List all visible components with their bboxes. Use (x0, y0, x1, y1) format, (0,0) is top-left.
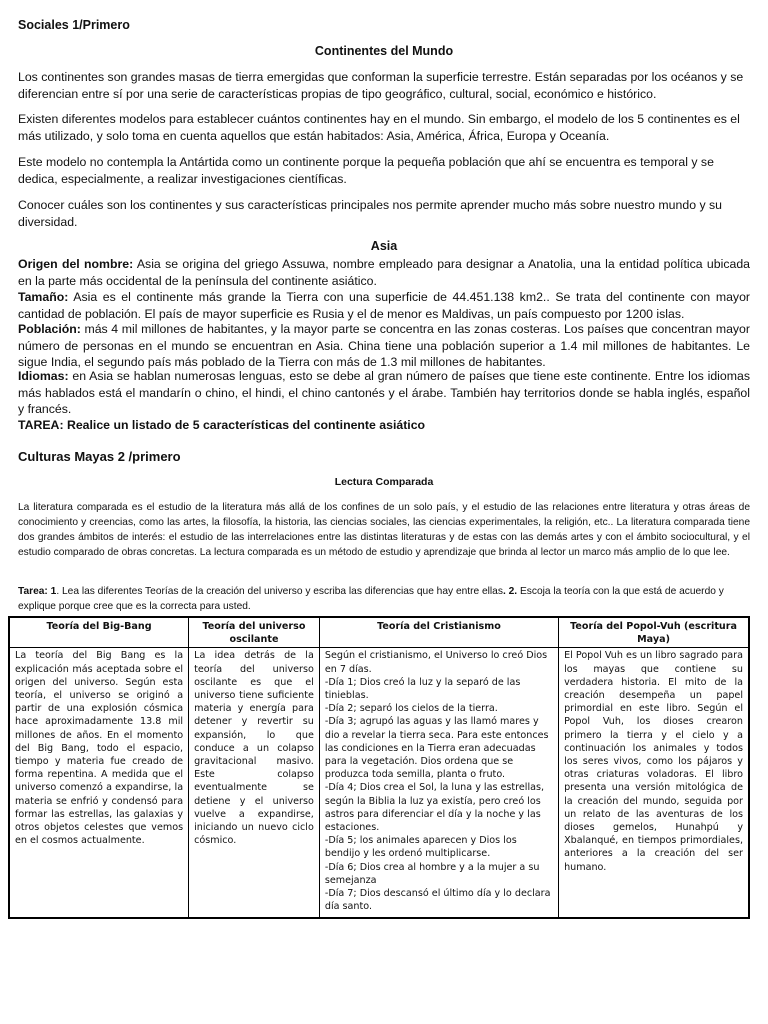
cristianismo-line: -Día 7; Dios descansó el último día y lo declara día santo. (324, 888, 551, 913)
section2-header: Culturas Mayas 2 /primero (18, 449, 181, 464)
tarea-text-1: . Lea las diferentes Teorías de la creación del universo y escriba las diferencias que hay entre ellas (56, 586, 503, 597)
cristianismo-line: -Día 1; Dios creó la luz y la separó de las tinieblas. (324, 676, 521, 702)
asia-poblacion (18, 321, 750, 371)
cell-oscilante: La idea detrás de la teoría del universo oscilante es que el universo tiene suficiente materia y energía para detener y revertir su expansión, lo que conduce a un colapso gravitacional masivo. Este colapso eventualmente se detiene y el universo vuelve a expandirse, iniciando un nuevo ciclo cósmico. (189, 648, 320, 919)
table-row (9, 648, 749, 919)
tarea-num-2: . 2. (502, 586, 518, 597)
paragraph-2: Existen diferentes modelos para establecer cuántos continentes hay en el mundo. Sin embargo, el modelo de los 5 continentes es el más utilizado, y solo toma en cuenta aquellos que están habitados: Asia, América, África, Europa y Oceanía. (18, 112, 740, 143)
poblacion-label: Población: (18, 322, 81, 336)
cell-big-bang: La teoría del Big Bang es la explicación más aceptada sobre el origen del universo. Según esta teoría, el universo se originó a partir de una explosión cósmica hace aproximadamente 13.8 mil millones de años. En el momento del Big Bang, todo el espacio, tiempo y materia fue creado de forma repentina. A medida que el universo comenzó a expandirse, la materia se enfrió y condensó para formar las estrellas, las galaxias y otros objetos celestes que vemos en el cosmos actualmente. (9, 648, 189, 919)
tamano-text: Asia es el continente más grande la Tierra con una superficie de 44.451.138 km2.. Se trata del continente con mayor cantidad de población. El país de mayor superficie es Rusia y el de menor es Maldivas, un país compuesto por 1200 islas. (18, 290, 750, 321)
section1-header: Sociales 1/Primero (18, 18, 130, 32)
cristianismo-line: -Día 4; Dios crea el Sol, la luna y las estrellas, según la Biblia la luz ya existía, pero creó los astros para diferenciar el día y la noche y las estaciones. (324, 782, 545, 834)
idiomas-label: Idiomas: (18, 369, 69, 383)
table-header-row (9, 617, 749, 648)
cell-popol-vuh: El Popol Vuh es un libro sagrado para los mayas que contiene su verdadera historia. El mito de la creación desempeña un papel primordial en este libro. Según el Popol Vuh, los dioses crearon primero la tierra y el cielo y a continuación los animales y todos los seres vivos, como los pájaros y otras criaturas voladoras. El libro presenta una versión mitológica de la creación del mundo, seguida por un relato de las aventuras de los dioses gemelos, Hunahpú y Xbalanqué, en tiempos primordiales, anteriores a la creación del ser humano. (559, 648, 749, 919)
tamano-label: Tamaño: (18, 290, 69, 304)
cristianismo-line: -Día 2; separó los cielos de la tierra. (324, 703, 498, 715)
asia-title: Asia (370, 239, 398, 253)
cristianismo-line: -Día 6; Dios crea al hombre y a la mujer a su semejanza (324, 861, 540, 886)
origen-label: Origen del nombre: (18, 257, 134, 271)
header-oscilante: Teoría del universo oscilante (189, 617, 320, 648)
cristianismo-line: -Día 5; los animales aparecen y Dios los bendijo y les ordenó multiplicarse. (324, 835, 517, 860)
cristianismo-line: -Día 3; agrupó las aguas y las llamó mares y dio a revelar la tierra seca. Para este entonces las condiciones en la Tierra eran adecuadas para la vegetación. Dios ordena que se produzca toda semilla, planta o fruto. (324, 716, 549, 781)
theories-table (8, 616, 750, 919)
header-popol-vuh: Teoría del Popol-Vuh (escritura Maya) (559, 617, 749, 648)
cell-cristianismo (319, 648, 558, 919)
section1-title: Continentes del Mundo (314, 44, 454, 58)
paragraph-3: Este modelo no contempla la Antártida como un continente porque la pequeña población que ahí se encuentra es temporal y se dedica, especialmente, a realizar investigaciones científicas. (18, 155, 714, 186)
cristianismo-line: Según el cristianismo, el Universo lo creó Dios en 7 días. (324, 650, 548, 675)
lectura-tarea (18, 584, 750, 614)
tarea-label: Tarea: 1 (18, 586, 57, 597)
header-big-bang: Teoría del Big-Bang (9, 617, 189, 648)
idiomas-text: en Asia se hablan numerosas lenguas, esto se debe al gran número de países que tiene este continente. Entre los idiomas más hablados está el mandarín o chino, el hindi, el chino cantonés y el árabe. También hay territorios donde se habla inglés, español y francés. (18, 369, 750, 416)
asia-tamano (18, 289, 750, 322)
header-cristianismo: Teoría del Cristianismo (319, 617, 558, 648)
lectura-intro: La literatura comparada es el estudio de la literatura más allá de los confines de un solo país, y el estudio de las relaciones entre literatura y otras áreas de conocimiento y creencias, como las artes, la filosofía, la historia, las ciencias sociales, las ciencias experimentales, la religión, etc.. La literatura comparada tiene dos grandes ámbitos de interés: el estudio de las interrelaciones entre las distintas literaturas y de estas con las demás artes y con el ámbito sociocultural, y el estudio comparado de obras concretas. La lectura comparada es un método de estudio y aprendizaje que brinda al lector un marco más amplio de lo que lee. (18, 502, 750, 558)
paragraph-4: Conocer cuáles son los continentes y sus características principales nos permite aprender mucho más sobre nuestro mundo y su diversidad. (18, 198, 723, 229)
asia-idiomas (18, 368, 750, 418)
origen-text: Asia se origina del griego Assuwa, nombre empleado para designar a Anatolia, una la entidad política ubicada en la parte más occidental de la península del continente asiático. (18, 257, 750, 288)
asia-tarea: TAREA: Realice un listado de 5 características del continente asiático (18, 418, 426, 432)
poblacion-text: más 4 mil millones de habitantes, y la mayor parte se concentra en las zonas costeras. Los países que concentran mayor número de personas en el mundo se encuentran en Asia. China tiene una población superior a 1.4 mil millones de habitantes. Le sigue India, el segundo país más poblado de la Tierra con más de 1.3 mil millones de habitantes. (18, 322, 750, 369)
asia-origen (18, 256, 750, 289)
paragraph-1: Los continentes son grandes masas de tierra emergidas que conforman la superficie terrestre. Están separadas por los océanos y se diferencian entre sí por una serie de características propias de tipo geográfico, cultural, social, económico e histórico. (18, 70, 744, 101)
tarea-text-2: Escoja la teoría con la que está de acuerdo y explique porque cree que es la correcta para usted. (18, 586, 724, 612)
lectura-title: Lectura Comparada (334, 476, 434, 488)
